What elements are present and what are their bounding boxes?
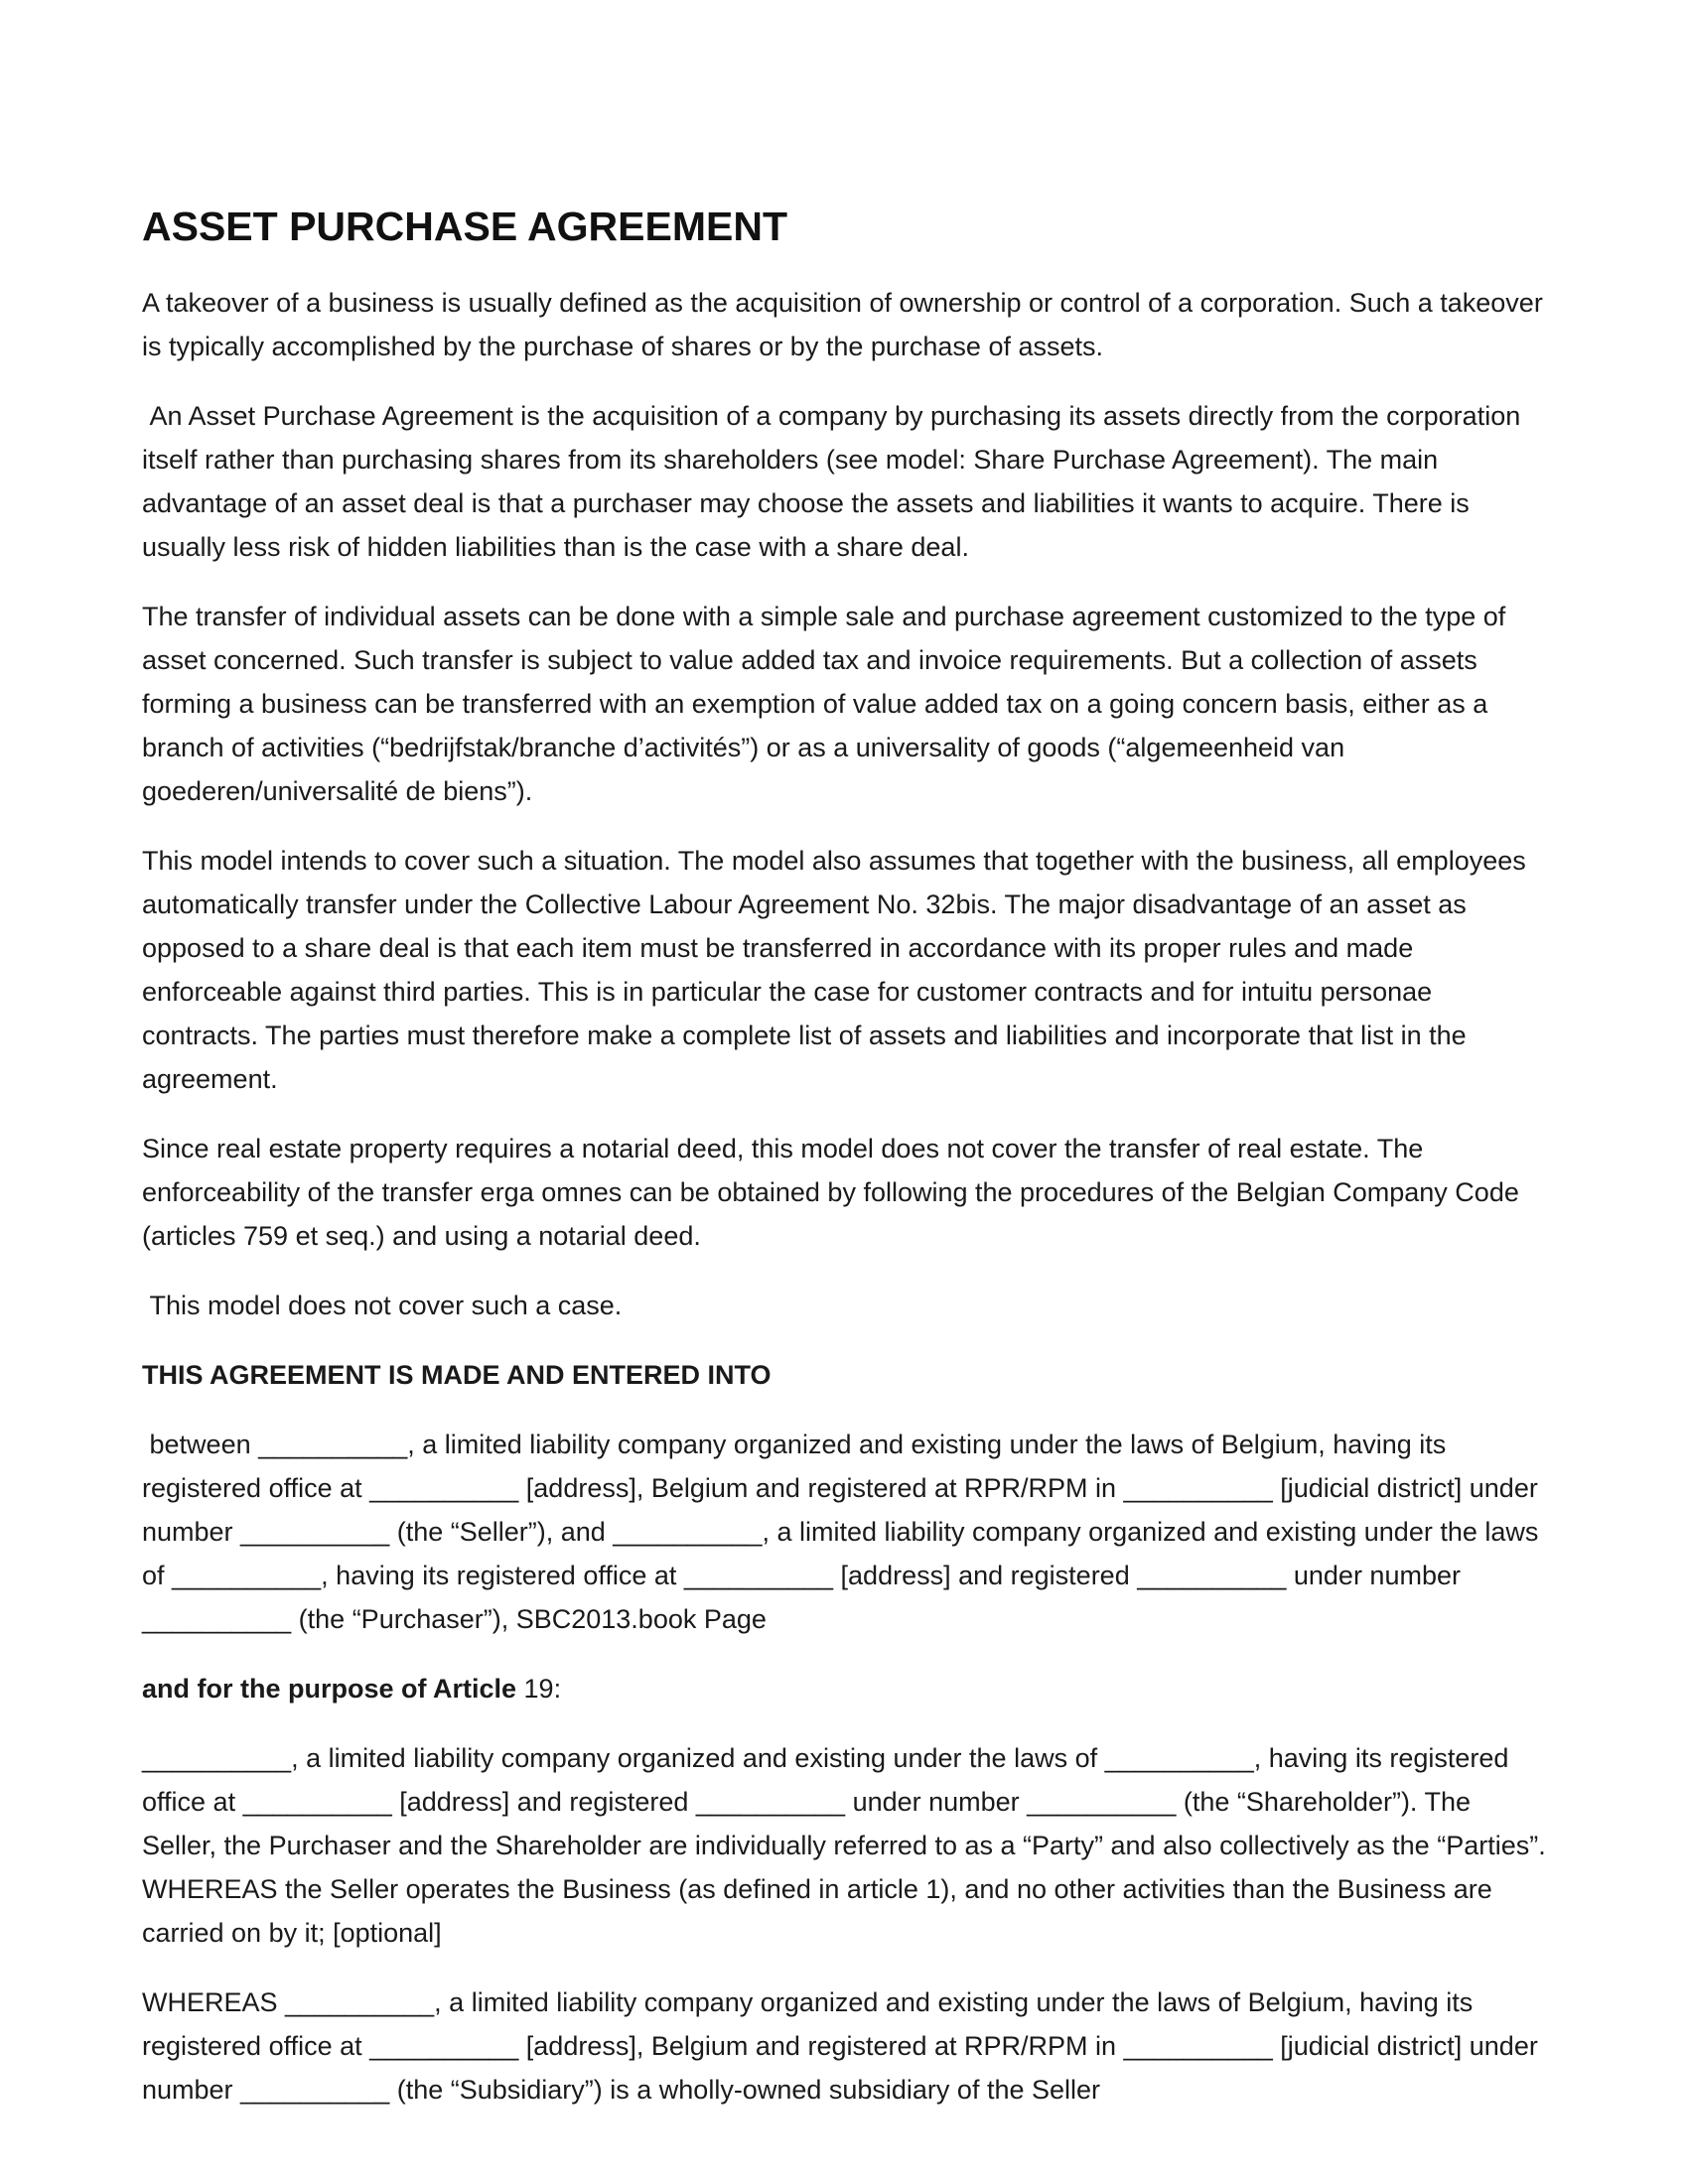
article-clause-number: 19: [516, 1674, 562, 1704]
paragraph-not-cover-case: This model does not cover such a case. [142, 1291, 623, 1320]
paragraph-takeover-definition: A takeover of a business is usually defined as the acquisition of ownership or control of a corporation. Such a takeover is typically accomplished by the purchase of shares or by the purchase of assets. [142, 288, 1551, 361]
article-clause-bold-text: and for the purpose of Article [142, 1674, 517, 1704]
paragraph-whereas-subsidiary: WHEREAS __________, a limited liability company organized and existing under the laws of Belgium, having its registered office at __________ [address], Belgium and registered at RPR/RPM in __________ [judicial district] under number __________ (the “Subsidiary”) is a wholly-owned subsidiary of the Seller [142, 1987, 1546, 2105]
paragraph-shareholder-parties: __________, a limited liability company organized and existing under the laws of __________, having its registered office at __________ [address] and registered __________ under number __________ (the “Shareholder”). The Seller, the Purchaser and the Shareholder are individually referred to as a “Party” and also collectively as the “Parties”. WHEREAS the Seller operates the Business (as defined in article 1), and no other activities than the Business are carried on by it; [optional] [142, 1743, 1554, 1948]
section-heading-agreement-entered-into: THIS AGREEMENT IS MADE AND ENTERED INTO [142, 1360, 772, 1390]
paragraph-model-scope: This model intends to cover such a situation. The model also assumes that together with the business, all employees automatically transfer under the Collective Labour Agreement No. 32bis. The major disadvantage of an asset as opposed to a share deal is that each item must be transferred in accordance with its proper rules and made enforceable against third parties. This is in particular the case for customer contracts and for intuitu personae contracts. The parties must therefore make a complete list of assets and liabilities and incorporate that list in the agreement. [142, 846, 1534, 1094]
paragraph-article-19-clause [142, 1667, 1546, 1710]
paragraph-real-estate-exclusion: Since real estate property requires a notarial deed, this model does not cover the transfer of real estate. The enforceability of the transfer erga omnes can be obtained by following the procedures of the Belgian Company Code (articles 759 et seq.) and using a notarial deed. [142, 1134, 1527, 1251]
paragraph-transfer-individual-assets: The transfer of individual assets can be done with a simple sale and purchase agreement customized to the type of asset concerned. Such transfer is subject to value added tax and invoice requirements. But a collection of assets forming a business can be transferred with an exemption of value added tax on a going concern basis, either as a branch of activities (“bedrijfstak/branche d’activités”) or as a universality of goods (“algemeenheid van goederen/universalité de biens”). [142, 602, 1513, 806]
paragraph-asset-purchase-definition: An Asset Purchase Agreement is the acquisition of a company by purchasing its assets directly from the corporation itself rather than purchasing shares from its shareholders (see model: Share Purchase Agreement). The main advantage of an asset deal is that a purchaser may choose the assets and liabilities it wants to acquire. There is usually less risk of hidden liabilities than is the case with a share deal. [142, 401, 1528, 562]
document-title: ASSET PURCHASE AGREEMENT [142, 204, 787, 249]
paragraph-parties-seller-purchaser: between __________, a limited liability company organized and existing under the laws of Belgium, having its registered office at __________ [address], Belgium and registered at RPR/RPM in __________ [judicial district] under number __________ (the “Seller”), and __________, a limited liability company organized and existing under the laws of __________, having its registered office at __________ [address] and registered __________ under number __________ (the “Purchaser”), SBC2013.book Page [142, 1430, 1546, 1634]
